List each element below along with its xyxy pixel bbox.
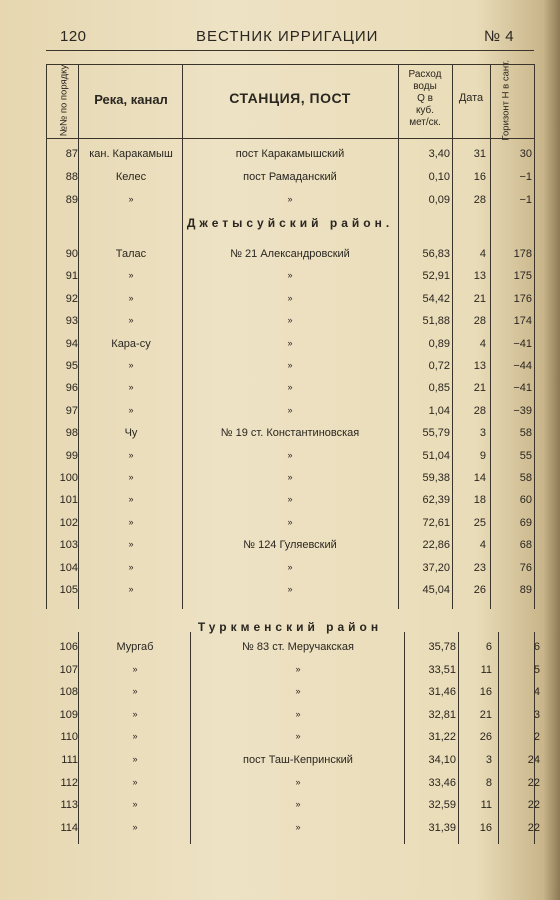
row-river: » xyxy=(132,663,138,674)
row-level: 22 xyxy=(527,799,540,812)
page-number: 120 xyxy=(60,28,87,45)
row-flow: 56,83 xyxy=(422,248,450,260)
row-flow: 51,88 xyxy=(422,315,450,328)
row-river: » xyxy=(128,404,134,415)
row-date: 13 xyxy=(473,270,486,283)
row-number: 99 xyxy=(65,449,78,462)
row-river: » xyxy=(128,382,134,393)
header-flow-line: воды xyxy=(413,81,437,92)
row-flow: 55,79 xyxy=(422,427,450,440)
row-date: 25 xyxy=(473,516,486,529)
table-row xyxy=(46,705,540,727)
row-river: Талас xyxy=(115,248,147,260)
row-number: 91 xyxy=(65,270,78,283)
row-level: −44 xyxy=(513,360,532,372)
col-divider xyxy=(534,64,535,609)
region-heading-turkmen: Туркменский район xyxy=(197,620,383,634)
row-level: 89 xyxy=(519,584,532,596)
row-number: 104 xyxy=(59,561,78,574)
row-date: 23 xyxy=(473,561,486,574)
row-level: 60 xyxy=(519,494,532,507)
row-number: 93 xyxy=(65,315,78,328)
row-river: » xyxy=(128,315,134,326)
row-flow: 0,09 xyxy=(428,194,450,206)
table-row xyxy=(46,144,534,166)
row-river: » xyxy=(128,292,134,303)
row-station: » xyxy=(287,584,293,594)
row-date: 14 xyxy=(473,472,486,484)
row-station: пост Таш-Кепринский xyxy=(243,754,353,766)
table-row xyxy=(46,167,534,189)
row-flow: 32,59 xyxy=(428,799,456,812)
table-row xyxy=(46,682,540,704)
row-river: » xyxy=(132,731,138,742)
row-level: 178 xyxy=(513,248,532,260)
row-flow: 59,38 xyxy=(422,472,450,484)
row-number: 100 xyxy=(59,472,78,484)
row-flow: 35,78 xyxy=(428,641,456,653)
row-number: 111 xyxy=(61,754,78,766)
row-station: » xyxy=(287,449,293,460)
row-level: 69 xyxy=(519,516,532,529)
row-station: № 83 ст. Меручакская xyxy=(242,641,354,653)
row-flow: 3,40 xyxy=(428,148,450,160)
row-flow: 0,85 xyxy=(428,382,450,395)
row-flow: 62,39 xyxy=(422,494,450,507)
table-row xyxy=(46,311,534,333)
row-river: » xyxy=(128,270,134,281)
row-flow: 54,42 xyxy=(422,292,450,305)
row-station: » xyxy=(295,686,301,697)
row-flow: 0,72 xyxy=(428,360,450,372)
row-river: » xyxy=(128,449,134,460)
row-number: 92 xyxy=(65,292,78,305)
header-flow-line: Расход xyxy=(408,69,442,80)
row-level: 22 xyxy=(527,776,540,789)
header-river: Река, канал xyxy=(94,92,168,107)
table-row xyxy=(46,727,540,749)
row-number: 95 xyxy=(65,360,78,372)
row-date: 9 xyxy=(479,449,486,462)
row-flow: 32,81 xyxy=(428,708,456,721)
row-date: 16 xyxy=(479,821,492,834)
row-river: » xyxy=(128,516,134,527)
row-number: 106 xyxy=(59,641,78,653)
row-station: пост Рамаданский xyxy=(243,171,337,183)
row-flow: 1,04 xyxy=(428,404,450,417)
row-river: кан. Каракамыш xyxy=(89,148,173,160)
row-flow: 52,91 xyxy=(422,270,450,283)
row-level: 6 xyxy=(533,641,540,653)
row-station: » xyxy=(287,270,293,281)
row-date: 8 xyxy=(485,776,492,789)
row-date: 4 xyxy=(479,539,486,552)
row-level: −1 xyxy=(519,194,532,206)
table-row xyxy=(46,244,534,266)
row-river: Чу xyxy=(124,427,138,440)
row-number: 103 xyxy=(59,539,78,552)
table-row xyxy=(46,773,540,795)
row-number: 97 xyxy=(65,404,78,417)
row-station: » xyxy=(287,561,293,572)
row-level: 76 xyxy=(519,561,532,574)
row-number: 94 xyxy=(65,337,78,350)
table-row xyxy=(46,637,540,659)
row-river: » xyxy=(128,472,134,482)
row-station: » xyxy=(295,799,301,810)
header-flow xyxy=(398,69,452,129)
header-rule xyxy=(46,50,534,51)
table-top-border xyxy=(46,64,534,65)
header-flow-line: Q в xyxy=(417,93,433,104)
table-row xyxy=(46,190,534,212)
row-station: » xyxy=(295,708,301,719)
table-row xyxy=(46,580,534,602)
row-date: 28 xyxy=(473,194,486,206)
row-river: » xyxy=(132,799,138,810)
row-number: 102 xyxy=(59,516,78,529)
row-level: 55 xyxy=(519,449,532,462)
row-station: » xyxy=(287,194,293,204)
row-date: 26 xyxy=(473,584,486,596)
row-number: 113 xyxy=(60,799,78,812)
table-row xyxy=(46,468,534,490)
table-header-border xyxy=(46,138,534,139)
row-river: Мургаб xyxy=(116,641,154,653)
region-heading-dzhetysu: Джетысуйский район. xyxy=(186,216,394,230)
discharge-table xyxy=(46,59,540,844)
row-station: » xyxy=(287,292,293,303)
row-level: −39 xyxy=(513,404,532,417)
table-row xyxy=(46,289,534,311)
row-date: 18 xyxy=(473,494,486,507)
issue-number: № 4 xyxy=(484,28,515,45)
row-flow: 72,61 xyxy=(422,516,450,529)
row-number: 114 xyxy=(60,821,78,834)
row-date: 26 xyxy=(479,731,492,744)
row-level: −41 xyxy=(513,382,532,395)
table-row xyxy=(46,378,534,400)
row-station: » xyxy=(287,337,293,348)
header-station: СТАНЦИЯ, ПОСТ xyxy=(229,90,351,106)
row-number: 112 xyxy=(60,776,78,789)
row-river: » xyxy=(128,194,134,204)
row-date: 3 xyxy=(479,427,486,440)
row-station: » xyxy=(287,382,293,393)
row-station: № 19 ст. Константиновская xyxy=(220,427,360,440)
row-date: 28 xyxy=(473,404,486,417)
table-row xyxy=(46,558,534,580)
table-row xyxy=(46,490,534,512)
table-row xyxy=(46,818,540,840)
header-number: №№ по порядку xyxy=(58,64,70,137)
row-number: 87 xyxy=(65,148,78,160)
row-number: 88 xyxy=(65,171,78,183)
row-river: Келес xyxy=(115,171,147,183)
row-river: » xyxy=(132,776,138,787)
row-river: » xyxy=(132,821,138,832)
row-date: 4 xyxy=(479,248,486,260)
row-river: » xyxy=(128,494,134,505)
row-level: 2 xyxy=(533,731,540,744)
row-level: 174 xyxy=(513,315,532,328)
header-date: Дата xyxy=(458,92,484,104)
row-level: 175 xyxy=(513,270,532,283)
row-station: » xyxy=(287,404,293,415)
row-level: 4 xyxy=(533,686,540,699)
row-flow: 31,46 xyxy=(428,686,456,699)
header-flow-line: куб. xyxy=(415,105,435,116)
header-flow-line: мет/ск. xyxy=(409,117,441,128)
row-number: 101 xyxy=(59,494,78,507)
row-date: 16 xyxy=(479,686,492,699)
row-level: 58 xyxy=(519,472,532,484)
row-level: 24 xyxy=(527,754,540,766)
table-row xyxy=(46,401,534,423)
header-level: Горизонт Н в сант. xyxy=(500,59,512,141)
table-row xyxy=(46,535,534,557)
row-flow: 37,20 xyxy=(422,561,450,574)
table-row xyxy=(46,356,534,378)
row-station: » xyxy=(295,776,301,787)
row-date: 21 xyxy=(479,708,492,721)
row-level: 58 xyxy=(519,427,532,440)
table-row xyxy=(46,795,540,817)
row-station: № 21 Александровский xyxy=(230,248,350,260)
journal-title: ВЕСТНИК ИРРИГАЦИИ xyxy=(196,28,379,45)
row-river: Кара-су xyxy=(111,337,151,350)
row-date: 31 xyxy=(473,148,486,160)
row-date: 21 xyxy=(473,292,486,305)
row-flow: 34,10 xyxy=(428,754,456,766)
row-level: 22 xyxy=(527,821,540,834)
row-number: 98 xyxy=(65,427,78,440)
table-row xyxy=(46,660,540,682)
row-number: 107 xyxy=(59,663,78,676)
row-flow: 51,04 xyxy=(422,449,450,462)
row-station: » xyxy=(287,315,293,326)
row-number: 108 xyxy=(59,686,78,699)
row-station: № 124 Гуляевский xyxy=(243,539,337,552)
table-row xyxy=(46,423,534,445)
row-number: 96 xyxy=(65,382,78,395)
row-station: » xyxy=(287,516,293,527)
row-river: » xyxy=(128,584,134,594)
row-river: » xyxy=(128,539,134,550)
table-row xyxy=(46,750,540,772)
row-station: » xyxy=(287,494,293,505)
row-flow: 45,04 xyxy=(422,584,450,596)
row-date: 4 xyxy=(479,337,486,350)
row-number: 89 xyxy=(65,194,78,206)
table-row xyxy=(46,334,534,356)
row-level: 176 xyxy=(513,292,532,305)
row-date: 3 xyxy=(485,754,492,766)
table-row xyxy=(46,513,534,535)
row-date: 6 xyxy=(485,641,492,653)
row-flow: 0,89 xyxy=(428,337,450,350)
row-flow: 22,86 xyxy=(422,539,450,552)
row-flow: 31,22 xyxy=(428,731,456,744)
row-level: 5 xyxy=(533,663,540,676)
row-date: 11 xyxy=(480,663,492,676)
row-flow: 0,10 xyxy=(428,171,450,183)
row-date: 13 xyxy=(473,360,486,372)
row-number: 105 xyxy=(59,584,78,596)
row-date: 16 xyxy=(473,171,486,183)
row-date: 21 xyxy=(473,382,486,395)
row-station: » xyxy=(287,360,293,370)
row-number: 90 xyxy=(65,248,78,260)
row-number: 109 xyxy=(59,708,78,721)
row-station: » xyxy=(295,731,301,742)
row-level: 30 xyxy=(519,148,532,160)
row-flow: 33,46 xyxy=(428,776,456,789)
row-number: 110 xyxy=(60,731,78,744)
row-river: » xyxy=(128,360,134,370)
row-level: −41 xyxy=(513,337,532,350)
row-station: пост Каракамышский xyxy=(235,148,345,160)
row-river: » xyxy=(132,708,138,719)
table-row xyxy=(46,446,534,468)
row-river: » xyxy=(128,561,134,572)
row-station: » xyxy=(287,472,293,482)
row-level: 3 xyxy=(533,708,540,721)
row-level: 68 xyxy=(519,539,532,552)
row-flow: 33,51 xyxy=(428,663,456,676)
row-date: 11 xyxy=(480,799,492,812)
row-river: » xyxy=(132,686,138,697)
row-station: » xyxy=(295,663,301,674)
row-river: » xyxy=(132,754,138,764)
row-station: » xyxy=(295,821,301,832)
row-level: −1 xyxy=(519,171,532,183)
row-date: 28 xyxy=(473,315,486,328)
row-flow: 31,39 xyxy=(428,821,456,834)
table-row xyxy=(46,266,534,288)
